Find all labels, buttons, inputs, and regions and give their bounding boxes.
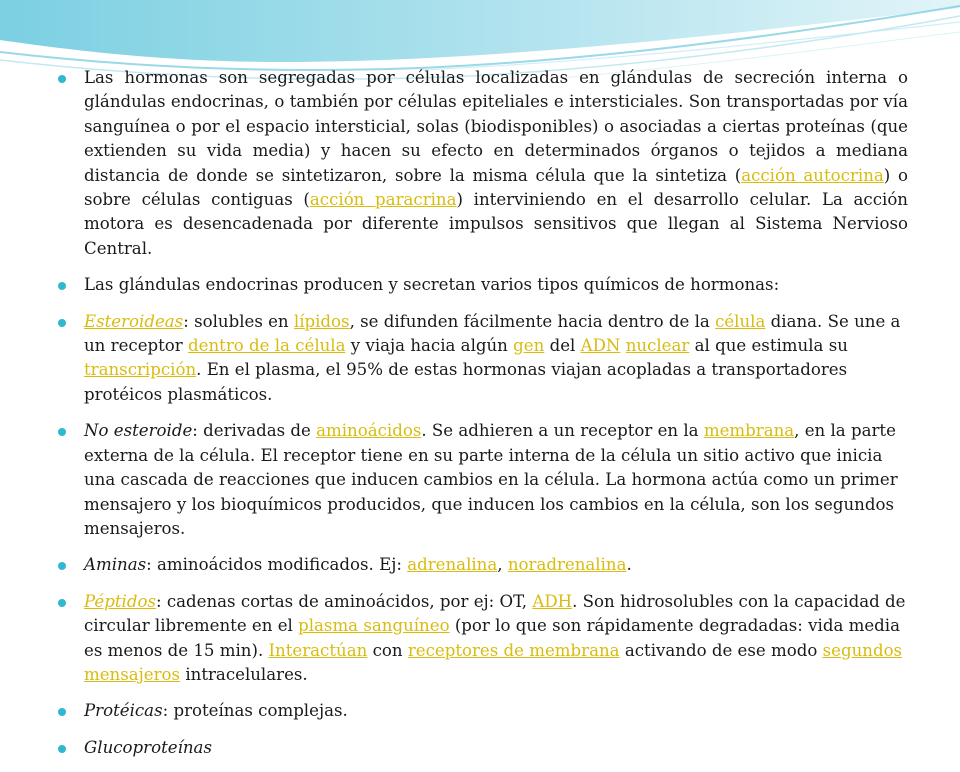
bullet-icon	[58, 562, 66, 570]
link-adn[interactable]: ADN	[580, 336, 621, 356]
link-receptores-de-membrana[interactable]: receptores de membrana	[407, 640, 620, 660]
link-celula[interactable]: célula	[715, 311, 766, 331]
text: . Son hidrosolubles con la capacidad de circular libremente en el	[84, 591, 906, 636]
text: y viaja hacia algún	[345, 336, 514, 356]
text: (por lo que son rápidamente degradadas: vida media es menos de 15 min).	[84, 616, 901, 660]
list-item-aminas	[56, 553, 908, 577]
list-item-peptidos	[56, 590, 908, 688]
list-item-esteroideas	[56, 310, 908, 408]
text: ,	[497, 555, 508, 575]
text: , en la parte externa de la célula. El receptor tiene en su parte interna de la célula un sitio activo que inicia una cascada de reacciones que inducen cambios en la célula. La hormona actúa como un primer mensajero y los bioquímicos producidos, que inducen los cambios en la célula, son los segundos mensajeros.	[84, 421, 898, 538]
term-glucoproteinas: Glucoproteínas	[84, 737, 212, 757]
link-transcripcion[interactable]: transcripción	[84, 360, 197, 380]
link-accion-paracrina[interactable]: acción paracrina	[309, 190, 457, 210]
link-aminoacidos[interactable]: aminoácidos	[316, 421, 422, 441]
term-no-esteroide: No esteroide	[84, 421, 193, 441]
bullet-icon	[58, 428, 66, 436]
text: .	[626, 555, 632, 575]
text: ) o sobre células contiguas (	[84, 165, 908, 210]
link-plasma-sanguineo[interactable]: plasma sanguíneo	[298, 616, 450, 636]
bullet-icon	[58, 319, 66, 327]
text: con	[367, 640, 408, 660]
link-accion-autocrina[interactable]: acción autocrina	[741, 165, 884, 185]
list-item-proteicas	[56, 699, 908, 723]
link-adrenalina[interactable]: adrenalina	[407, 555, 498, 575]
text: al que estimula su	[689, 336, 848, 356]
text: : proteínas complejas.	[162, 701, 348, 721]
list-item-hormonas	[56, 66, 908, 261]
link-nuclear[interactable]: nuclear	[625, 336, 690, 356]
text: . En el plasma, el 95% de estas hormonas viajan acopladas a transportadores protéicos plasmáticos.	[84, 360, 848, 404]
link-adh[interactable]: ADH	[532, 591, 573, 611]
list-item-glandulas	[56, 273, 908, 297]
link-interactuan[interactable]: Interactúan	[268, 640, 368, 660]
text: ) interviniendo en el desarrollo celular. La acción motora es desencadenada por diferente impulsos sensitivos que llegan al Sistema Nervioso Central.	[84, 190, 908, 258]
text: : aminoácidos modificados. Ej:	[146, 555, 408, 575]
link-peptidos[interactable]: Péptidos	[84, 591, 156, 611]
bullet-icon	[58, 282, 66, 290]
bullet-list	[56, 66, 908, 760]
link-esteroideas[interactable]: Esteroideas	[84, 311, 184, 331]
text: . Se adhieren a un receptor en la	[421, 421, 704, 441]
link-membrana[interactable]: membrana	[703, 421, 795, 441]
slide-content	[56, 66, 908, 772]
text: Las glándulas endocrinas producen y secretan varios tipos químicos de hormonas:	[84, 275, 780, 295]
text: activando de ese modo	[619, 640, 823, 660]
link-segundos-mensajeros[interactable]: segundos mensajeros	[84, 640, 903, 684]
text: diana. Se une a un receptor	[84, 311, 901, 356]
link-noradrenalina[interactable]: noradrenalina	[507, 555, 627, 575]
link-dentro-de-la-celula[interactable]: dentro de la célula	[188, 336, 346, 356]
text: : cadenas cortas de aminoácidos, por ej: OT,	[155, 591, 533, 611]
bullet-icon	[58, 708, 66, 716]
text: del	[544, 336, 581, 356]
list-item-no-esteroide	[56, 419, 908, 541]
link-lipidos[interactable]: lípidos	[293, 311, 350, 331]
text: : derivadas de	[192, 421, 317, 441]
term-aminas: Aminas	[84, 555, 147, 575]
text: Las hormonas son segregadas por células localizadas en glándulas de secreción interna o glándulas endocrinas, o también por células epiteliales e intersticiales. Son transportadas por vía sanguínea o por el espacio intersticial, solas (biodisponibles) o asociadas a ciertas proteínas (que extienden su vida media) y hacen su efecto en determinados órganos o tejidos a mediana distancia de donde se sintetizaron, sobre la misma célula que la sintetiza (	[84, 68, 908, 185]
text: : solubles en	[183, 311, 294, 331]
bullet-icon	[58, 599, 66, 607]
term-proteicas: Protéicas	[84, 701, 163, 721]
bullet-icon	[58, 75, 66, 83]
text: , se difunden fácilmente hacia dentro de la	[349, 311, 716, 331]
bullet-icon	[58, 745, 66, 753]
text: intracelulares.	[180, 664, 308, 684]
list-item-glucoproteinas	[56, 736, 908, 760]
link-gen[interactable]: gen	[513, 336, 545, 356]
